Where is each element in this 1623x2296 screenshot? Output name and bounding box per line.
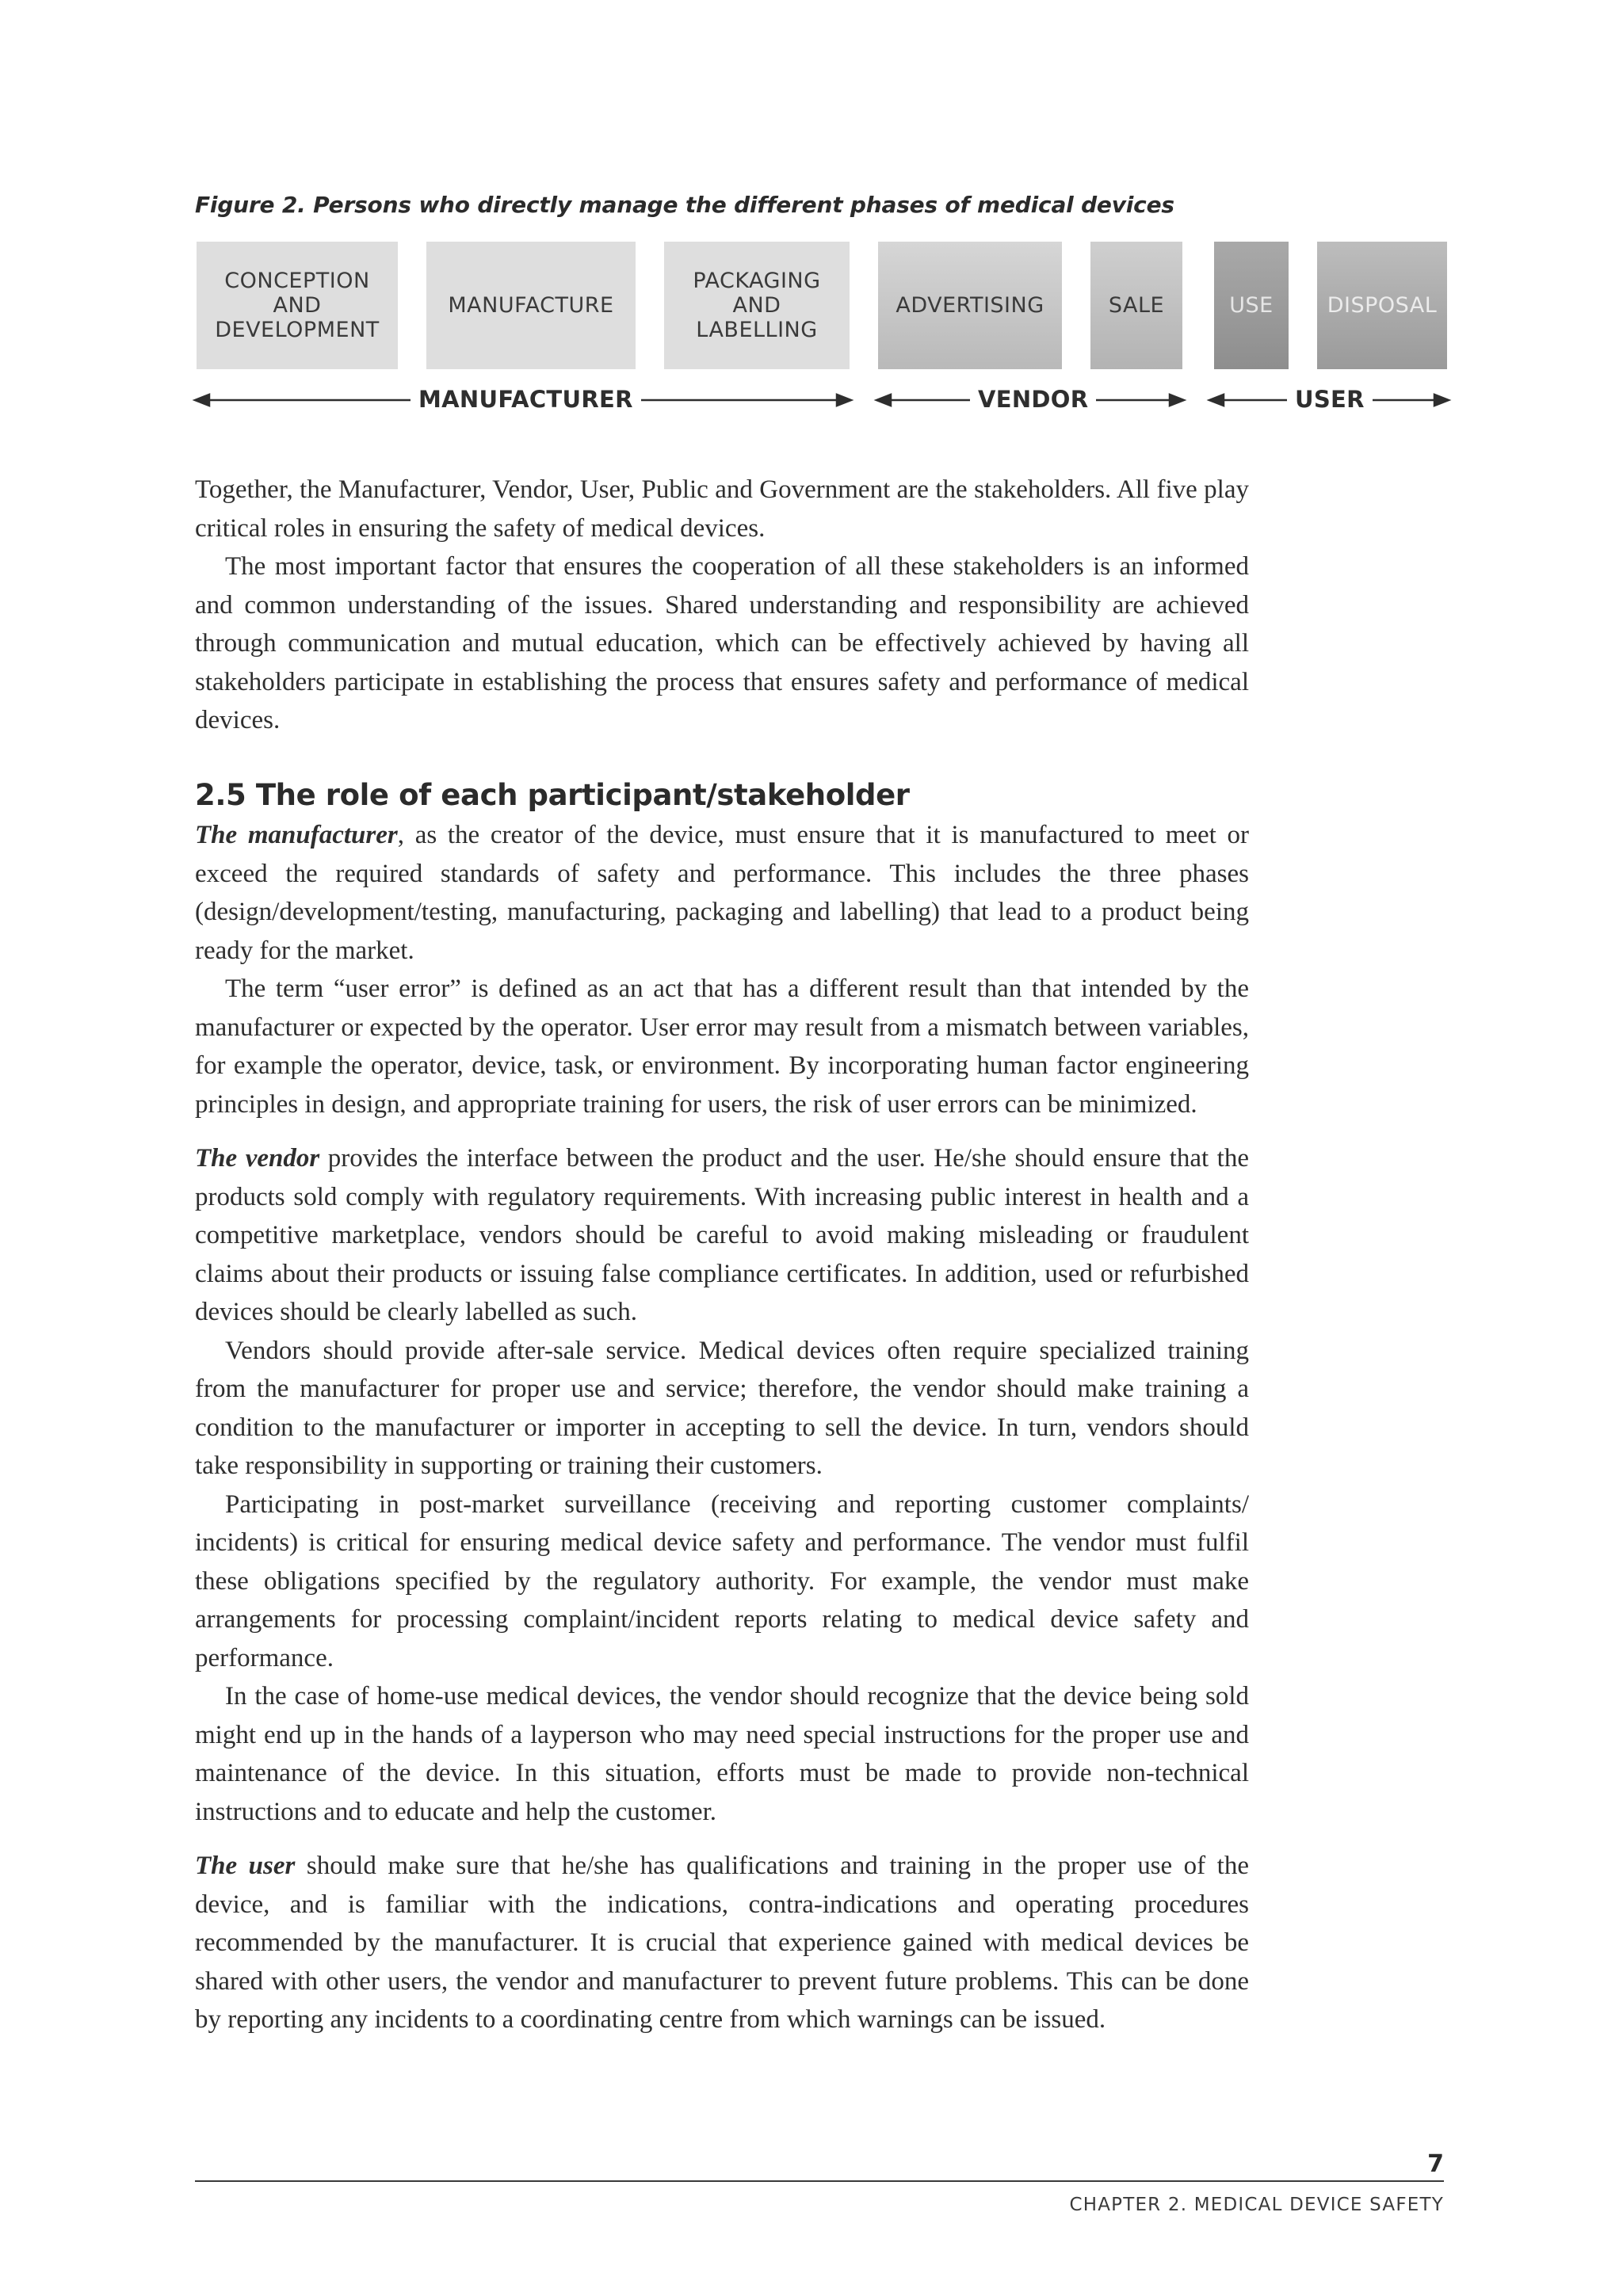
paragraph: The most important factor that ensures the cooperation of all these stakeholders is an informed and common understanding of the issues. Shared understanding and responsibility are achieved through communication and mutual education, which can be effectively achieved by having all stakeholders participate in establishing the process that ensures safety and performance of medical devices. bbox=[195, 552, 1249, 734]
paragraph: Together, the Manufacturer, Vendor, User, Public and Government are the stakeholders. All five play critical roles in ensuring the safety of medical devices. bbox=[195, 475, 1249, 543]
paragraph-user bbox=[195, 1847, 1249, 2039]
paragraph-text: should make sure that he/she has qualifications and training in the proper use of the device, and is familiar with the indications, contra-indications and operating procedures recommended by the manufacturer. It is crucial that experience gained with medical devices be shared with other users, the vendor and manufacturer to prevent future problems. This can be done by reporting any incidents to a coordinating centre from which warnings can be issued. bbox=[195, 1852, 1249, 2034]
phase-line: CONCEPTION bbox=[224, 269, 370, 293]
paragraph-text: , as the creator of the device, must ensure that it is manufactured to meet or exceed the required standards of safety and performance. This includes the three phases (design/development/testing, manufacturing, packaging and labelling) that lead to a product being ready for the market. bbox=[195, 821, 1249, 965]
phase-line: LABELLING bbox=[696, 318, 818, 342]
phase-line: ADVERTISING bbox=[896, 293, 1044, 318]
section-text bbox=[195, 816, 1249, 2039]
role-arrows bbox=[0, 0, 1623, 444]
phase-line: SALE bbox=[1108, 293, 1165, 318]
lead-term: The manufacturer bbox=[195, 821, 398, 849]
arrow-head-right bbox=[1434, 395, 1449, 406]
section-heading: 2.5 The role of each participant/stakeholder bbox=[195, 778, 910, 812]
arrow-head-left bbox=[876, 395, 891, 406]
phase-line: DEVELOPMENT bbox=[215, 318, 380, 342]
chapter-footer: CHAPTER 2. MEDICAL DEVICE SAFETY bbox=[1069, 2195, 1444, 2215]
paragraph-text: provides the interface between the product and the user. He/she should ensure that the products sold comply with regulatory requirements. With increasing public interest in health and a competitive marketplace, vendors should be careful to avoid making misleading or fraudulent claims about their products or issuing false compliance certificates. In addition, used or refurbished devices should be clearly labelled as such. bbox=[195, 1144, 1249, 1326]
phase-line: USE bbox=[1229, 293, 1274, 318]
phase-line: MANUFACTURE bbox=[448, 293, 614, 318]
arrow-head-left bbox=[195, 395, 209, 406]
phase-line: AND bbox=[732, 293, 781, 318]
phase-line: DISPOSAL bbox=[1327, 293, 1438, 318]
lead-term: The user bbox=[195, 1852, 296, 1880]
page-number: 7 bbox=[1427, 2150, 1444, 2178]
paragraph: The term “user error” is defined as an act that has a different result than that intended by the manufacturer or expected by the operator. User error may result from a mismatch between variables, for example the operator, device, task, or environment. By incorporating human factor engineering principles in design, and appropriate training for users, the risk of user errors can be minimized. bbox=[195, 974, 1249, 1119]
paragraph: Vendors should provide after-sale service. Medical devices often require specialized training from the manufacturer for proper use and service; therefore, the vendor should make training a condition to the manufacturer or importer in accepting to sell the device. In turn, vendors should take responsibility in supporting or training their customers. bbox=[195, 1336, 1249, 1480]
arrow-head-right bbox=[1170, 395, 1184, 406]
footer-rule bbox=[195, 2180, 1444, 2182]
paragraph-manufacturer bbox=[195, 816, 1249, 970]
role-label-manufacturer: MANUFACTURER bbox=[411, 383, 641, 415]
figure-caption: Figure 2. Persons who directly manage the different phases of medical devices bbox=[195, 192, 1174, 218]
arrow-head-left bbox=[1209, 395, 1224, 406]
lead-term: The vendor bbox=[195, 1144, 320, 1173]
paragraph: Participating in post-market surveillance (receiving and reporting customer complaints/ incidents) is critical for ensuring medical device safety and performance. The vendor must fulfil these obligations specified by the regulatory authority. For example, the vendor must make arrangements for processing complaint/incident reports relating to medical device safety and performance. bbox=[195, 1489, 1249, 1672]
arrow-head-right bbox=[837, 395, 851, 406]
role-label-vendor: VENDOR bbox=[970, 383, 1096, 415]
paragraph-vendor bbox=[195, 1139, 1249, 1332]
phase-line: PACKAGING bbox=[693, 269, 821, 293]
intro-text bbox=[195, 471, 1249, 740]
phase-line: AND bbox=[273, 293, 322, 318]
role-label-user: USER bbox=[1287, 383, 1373, 415]
paragraph: In the case of home-use medical devices, the vendor should recognize that the device being sold might end up in the hands of a layperson who may need special instructions for the proper use and maintenance of the device. In this situation, efforts must be made to provide non-technical instructions and to educate and help the customer. bbox=[195, 1682, 1249, 1826]
